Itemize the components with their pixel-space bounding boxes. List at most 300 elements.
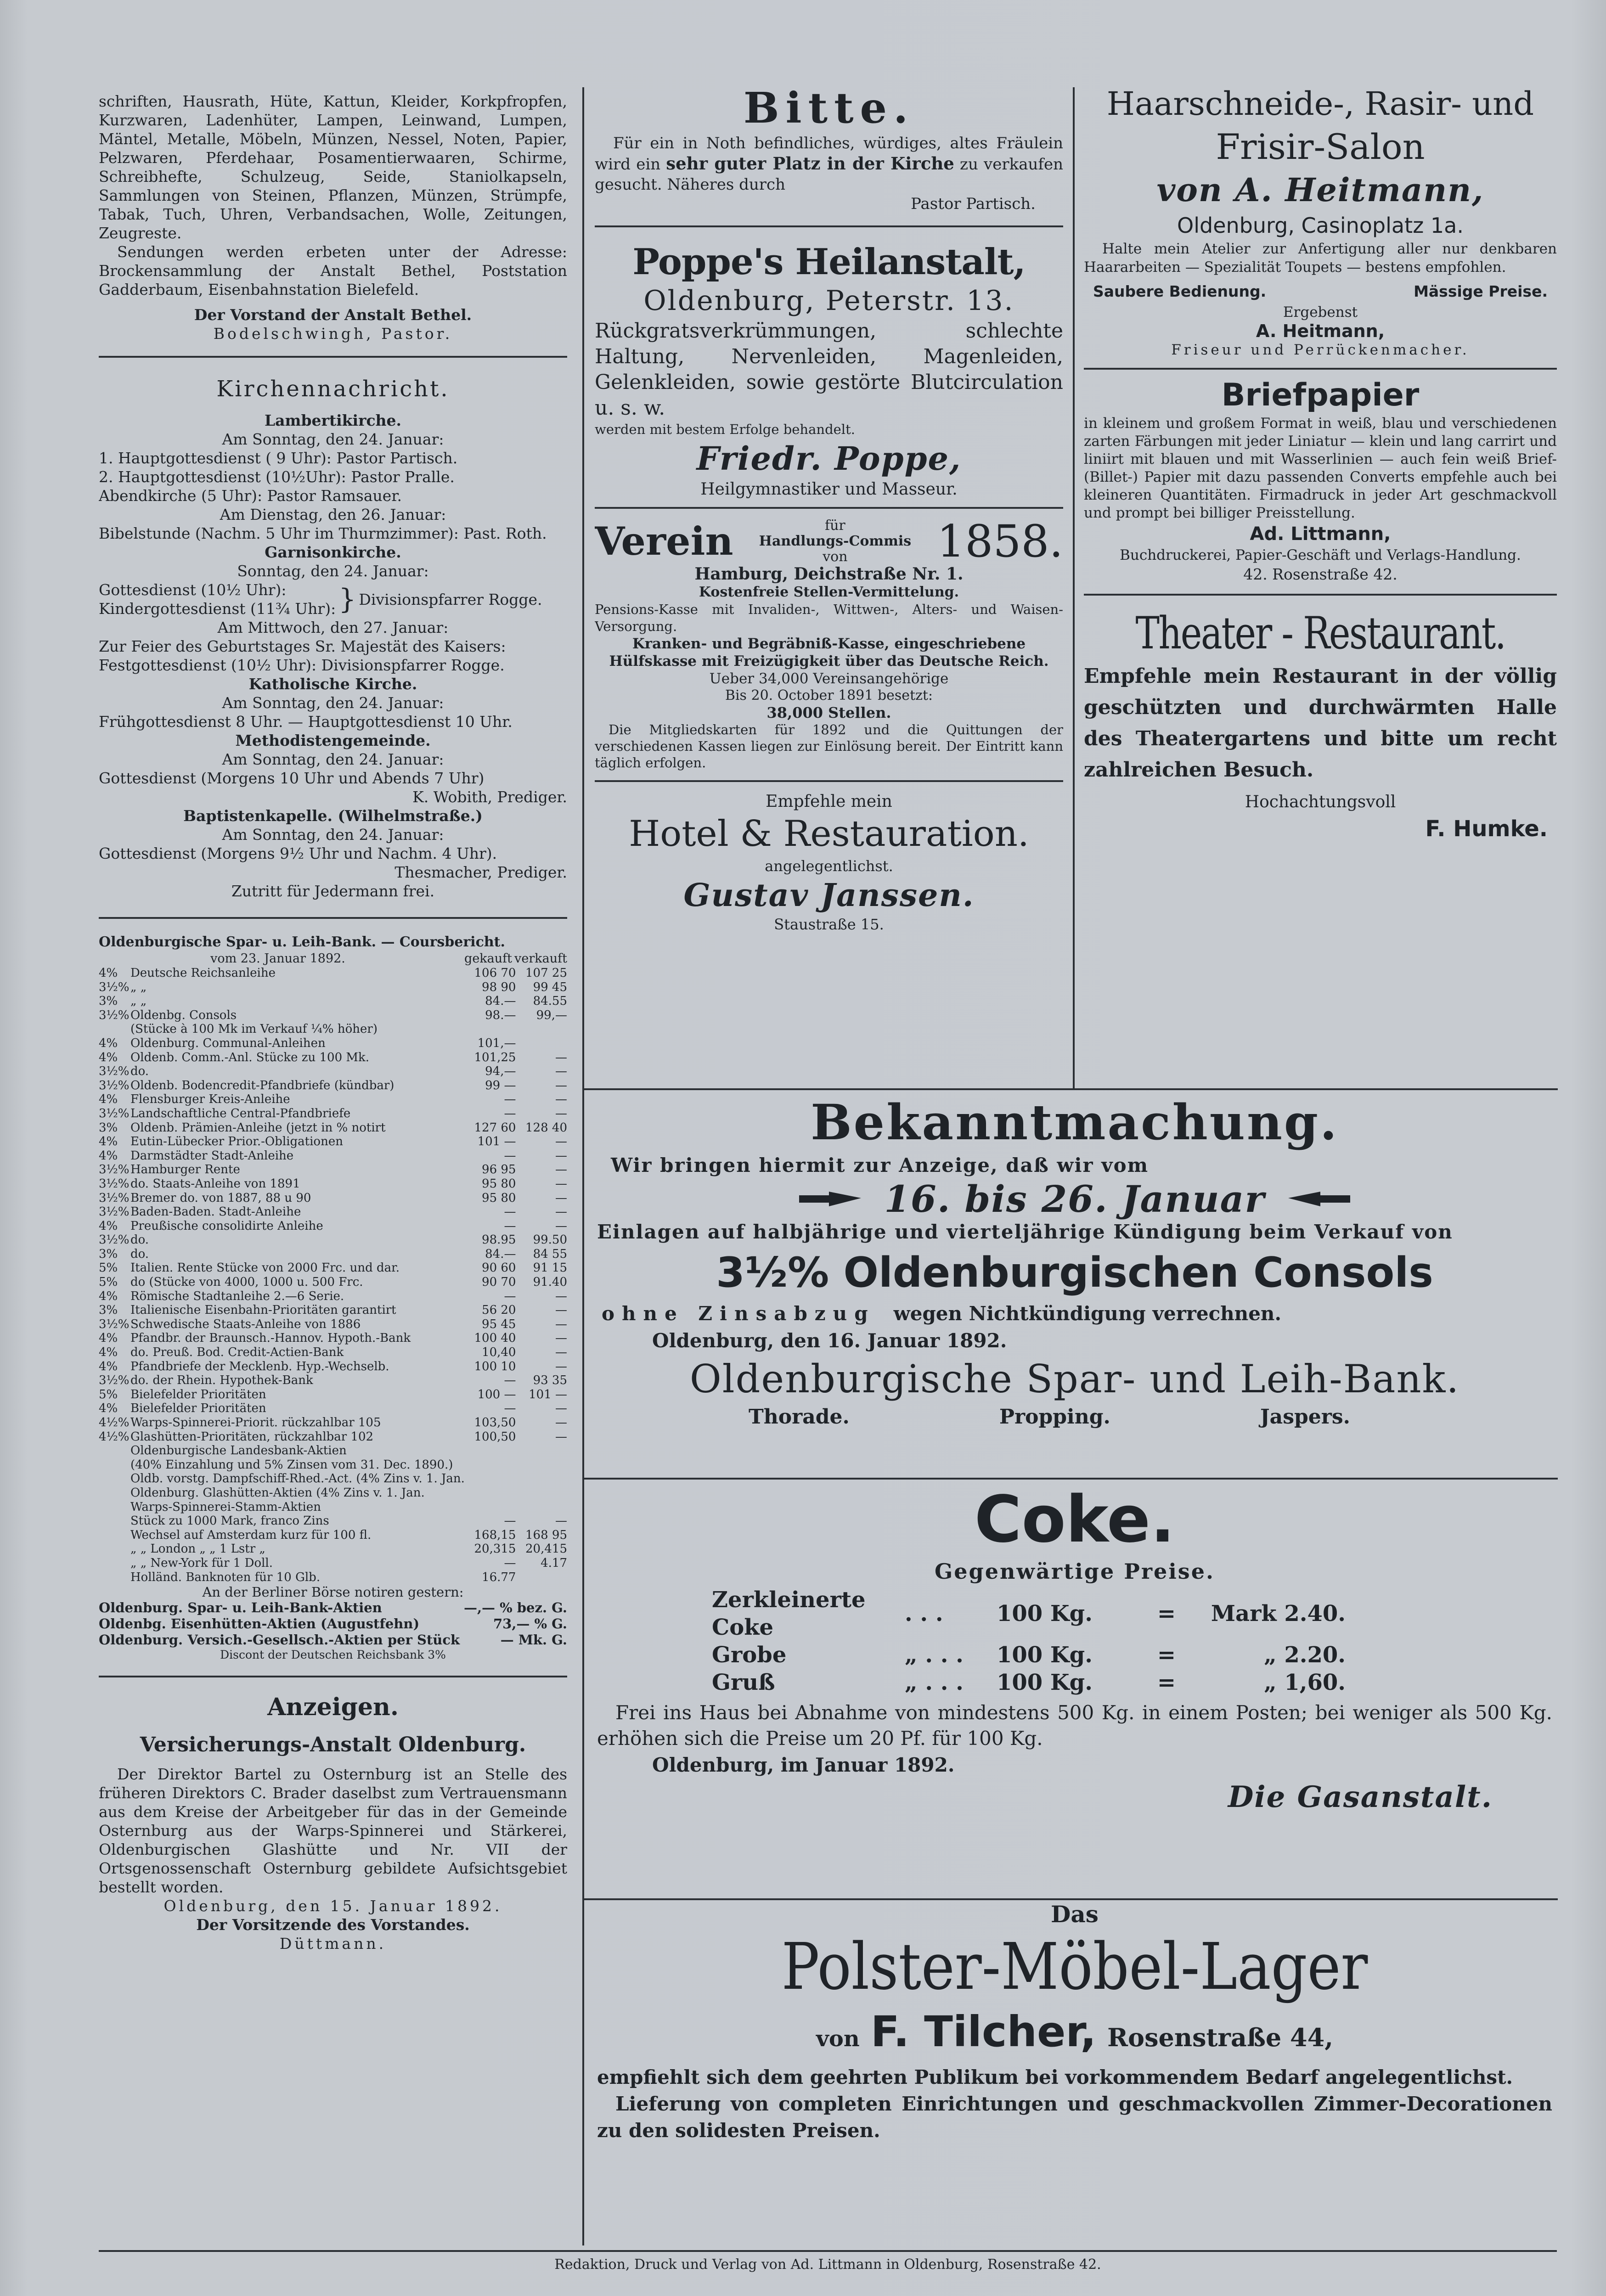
- imprint-footer: Redaktion, Druck und Verlag von Ad. Littmann in Oldenburg, Rosenstraße 42.: [554, 2257, 1101, 2273]
- coke-subtitle: Gegenwärtige Preise.: [935, 1559, 1215, 1584]
- kurs-sold: —: [555, 1359, 567, 1373]
- kurs-row: [99, 1247, 567, 1261]
- church-line: 2. Hauptgottesdienst (10½Uhr): Pastor Pralle.: [99, 468, 455, 486]
- bitte-signature: Pastor Partisch.: [911, 195, 1036, 213]
- divider: [1084, 594, 1557, 596]
- coke-price: „ 1,60.: [1264, 1670, 1346, 1695]
- kurs-bought: 98 90: [482, 980, 516, 994]
- kurs-bought: 100 —: [477, 1387, 516, 1401]
- kurs-bought: 84.—: [485, 994, 516, 1008]
- kurs-row: [99, 1205, 567, 1219]
- kurs-bought: —: [504, 1556, 516, 1570]
- kurs-name: Italien. Rente Stücke von 2000 Frc. und dar.: [130, 1261, 400, 1275]
- kurs-rate: 3½%: [99, 1191, 130, 1205]
- kurs-sold: —: [555, 1514, 567, 1528]
- kurs-name: Bielefelder Prioritäten: [130, 1401, 266, 1416]
- kurs-name: Preußische consolidirte Anleihe: [130, 1219, 323, 1233]
- kurs-col-sold: verkauft: [514, 951, 567, 966]
- kurs-name: Italienische Eisenbahn-Prioritäten garantirt: [130, 1303, 396, 1317]
- kurs-rate: 4%: [99, 1289, 118, 1303]
- berlin-label: Oldenbg. Eisenhütten-Aktien (Augustfehn): [99, 1616, 420, 1632]
- church-line: Thesmacher, Prediger.: [394, 863, 567, 881]
- church-line: Zur Feier des Geburtstages Sr. Majestät des Kaisers:: [99, 637, 506, 655]
- kurs-row: [99, 1500, 567, 1514]
- coke-title: Coke.: [974, 1483, 1175, 1557]
- salon-owner: von A. Heitmann,: [1156, 171, 1484, 209]
- brief-sig: Ad. Littmann,: [1250, 523, 1391, 545]
- kurs-rate: 4%: [99, 1135, 118, 1149]
- bitte-text: [595, 133, 1063, 195]
- kurs-bought: [465, 1486, 516, 1500]
- kurs-row: [99, 1191, 567, 1205]
- kurs-bought: 168,15: [474, 1528, 516, 1542]
- church-line: Am Sonntag, den 24. Januar:: [222, 694, 444, 712]
- salon-sig: A. Heitmann,: [1256, 321, 1385, 341]
- coke-block: [597, 1483, 1552, 1896]
- kurs-bought: 10,40: [482, 1345, 516, 1360]
- verein-address: Hamburg, Deichstraße Nr. 1.: [694, 564, 964, 584]
- bek-name-2: Propping.: [999, 1405, 1110, 1429]
- kurs-sold: —: [555, 1163, 567, 1177]
- hotel-name: Gustav Janssen.: [683, 877, 975, 914]
- kurs-sold: —: [555, 1176, 567, 1191]
- right-column: [1084, 83, 1557, 1093]
- kurs-bought: —: [504, 1205, 516, 1219]
- kurs-sold: —: [555, 1331, 567, 1345]
- kurs-name: Oldenburgische Landesbank-Aktien: [130, 1444, 347, 1458]
- kurs-name: do. Staats-Anleihe von 1891: [130, 1176, 300, 1191]
- kurs-name: (40% Einzahlung und 5% Zinsen vom 31. Dec. 1890.): [130, 1458, 453, 1472]
- kurs-sold: —: [555, 1303, 567, 1317]
- kurs-rate: [99, 1570, 130, 1585]
- kurs-bought: 90 70: [482, 1275, 516, 1289]
- bek-verrechnen: wegen Nichtkündigung verrechnen.: [893, 1302, 1282, 1325]
- theater-name: F. Humke.: [1425, 816, 1548, 842]
- coke-eq: =: [1157, 1670, 1176, 1695]
- verein-line: Pensions-Kasse mit Invaliden-, Wittwen-, Alters- und Waisen-Versorgung.: [595, 602, 1063, 634]
- kurs-name: Oldenb. Prämien-Anleihe (jetzt in % notirt: [130, 1120, 386, 1135]
- church-line: Frühgottesdienst 8 Uhr. — Hauptgottesdienst 10 Uhr.: [99, 713, 513, 731]
- bitte-text-2: zu verkaufen gesucht. Näheres durch: [595, 155, 1063, 194]
- kurs-bought: 95 80: [482, 1191, 516, 1205]
- intro-text-2: Sendungen werden erbeten unter der Adresse: Brockensammlung der Anstalt Bethel, Poststation Gadderbaum, Eisenbahnstation Bielefeld.: [99, 243, 567, 298]
- kurs-bought: 100,50: [474, 1429, 516, 1444]
- coke-row: [712, 1669, 1346, 1696]
- kurs-rate: 3½%: [99, 980, 130, 994]
- kurs-bought: 100 10: [474, 1359, 516, 1373]
- kurs-rate: [99, 1472, 130, 1486]
- kurs-sold: 91 15: [533, 1261, 567, 1275]
- kurs-name: Schwedische Staats-Anleihe von 1886: [130, 1317, 361, 1331]
- verein-header: [595, 518, 1063, 565]
- kurs-sold: [516, 1472, 567, 1486]
- divider: [1084, 368, 1557, 370]
- poppe-small: werden mit bestem Erfolge behandelt.: [595, 422, 855, 437]
- kurs-bought: 99 —: [485, 1078, 516, 1092]
- poppe-name: Friedr. Poppe,: [696, 439, 962, 478]
- kurs-name: „ „ New-York für 1 Doll.: [130, 1556, 273, 1570]
- kurs-row: [99, 1051, 567, 1065]
- kurs-sold: [516, 1444, 567, 1458]
- verein-line: Die Mitgliedskarten für 1892 und die Quittungen der verschiedenen Kassen liegen zur Einlösung bereit. Der Eintritt kann täglich erfolgen.: [595, 722, 1063, 771]
- kurs-sold: —: [555, 1205, 567, 1219]
- berlin-label: Oldenburg. Versich.-Gesellsch.-Aktien per Stück: [99, 1632, 460, 1648]
- verein-line: Kranken- und Begräbniß-Kasse, eingeschriebene Hülfskasse mit Freizügigkeit über das Deutsche Reich.: [609, 636, 1049, 670]
- kurs-name: Oldenb. Bodencredit-Pfandbriefe (kündbar): [130, 1078, 394, 1092]
- kurs-bought: [465, 1444, 516, 1458]
- bitte-title: Bitte.: [743, 83, 915, 133]
- kurs-row: [99, 1444, 567, 1458]
- coke-kind: Grobe: [712, 1642, 787, 1668]
- kurs-row: [99, 1303, 567, 1317]
- kurs-row: [99, 1430, 567, 1444]
- kurs-name: Pfandbr. der Braunsch.-Hannov. Hypoth.-Bank: [130, 1331, 411, 1345]
- kurs-row: [99, 1022, 567, 1036]
- kurs-name: do.: [130, 1064, 149, 1079]
- kurs-name: do. Preuß. Bod. Credit-Actien-Bank: [130, 1345, 344, 1360]
- kurs-row: [99, 1092, 567, 1107]
- kurs-name: Eutin-Lübecker Prior.-Obligationen: [130, 1135, 343, 1149]
- kurs-row: [99, 1121, 567, 1135]
- kurs-sold: —: [555, 1317, 567, 1331]
- salon-ergebenst: Ergebenst: [1283, 304, 1358, 321]
- kurs-sold: —: [555, 1135, 567, 1149]
- coke-qty: 100 Kg.: [997, 1670, 1093, 1695]
- polster-text-2: Lieferung von completen Einrichtungen und geschmackvollen Zimmer-Decorationen zu den solidesten Preisen.: [597, 2093, 1552, 2142]
- kurs-name: do (Stücke von 4000, 1000 u. 500 Frc.: [130, 1275, 363, 1289]
- kurs-rate: 3½%: [99, 1176, 130, 1191]
- hotel-title: Hotel & Restauration.: [629, 813, 1029, 855]
- theater-sig: Hochachtungsvoll: [1245, 793, 1396, 811]
- kurs-bought: —: [504, 1401, 516, 1416]
- hotel-post: angelegentlichst.: [765, 857, 893, 875]
- church-line: Am Sonntag, den 24. Januar:: [222, 750, 444, 768]
- kurs-sold: 20,415: [525, 1542, 567, 1556]
- bek-line: Einlagen auf halbjährige und vierteljährige Kündigung beim Verkauf von: [597, 1221, 1453, 1243]
- kurs-rate: 3½%: [99, 1317, 130, 1331]
- kurs-bought: 95 80: [482, 1176, 516, 1191]
- kurs-bought: 106 70: [474, 966, 516, 980]
- church-line: Am Sonntag, den 24. Januar:: [222, 430, 444, 448]
- salon-job: Friseur und Perrückenmacher.: [1171, 342, 1470, 358]
- kurs-sold: —: [555, 1429, 567, 1444]
- kurs-sold: 4.17: [541, 1556, 567, 1570]
- coke-kind: Gruß: [712, 1670, 775, 1695]
- kurs-rate: 3½%: [99, 1078, 130, 1092]
- kurs-name: Warps-Spinnerei-Priorit. rückzahlbar 105: [130, 1416, 381, 1429]
- kurs-rate: 3½%: [99, 1163, 130, 1177]
- kurs-name: Bremer do. von 1887, 88 u 90: [130, 1191, 311, 1205]
- salon-text: Halte mein Atelier zur Anfertigung aller nur denkbaren Haararbeiten — Spezialität Toupets — bestens empfohlen.: [1084, 241, 1557, 276]
- coke-dots: . . .: [905, 1601, 943, 1626]
- berlin-row: [99, 1616, 567, 1632]
- kurs-rate: [99, 1514, 130, 1528]
- kurs-bought: 101,—: [477, 1036, 516, 1050]
- kurs-row: [99, 1345, 567, 1360]
- kurs-date: vom 23. Januar 1892.: [210, 951, 345, 966]
- kurs-rate: [99, 1528, 130, 1542]
- coke-price: „ 2.20.: [1264, 1642, 1346, 1668]
- kurs-rate: 5%: [99, 1261, 118, 1275]
- bek-name-3: Jaspers.: [1260, 1405, 1350, 1429]
- kurs-row: [99, 966, 567, 980]
- kurs-sold: [516, 1036, 567, 1051]
- anzeigen-title: Anzeigen.: [267, 1693, 399, 1722]
- kurs-bought: 95 45: [482, 1317, 516, 1331]
- kurs-name: Oldenburg. Communal-Anleihen: [130, 1036, 326, 1050]
- coke-price-table: [712, 1586, 1346, 1696]
- kurs-row: [99, 1275, 567, 1289]
- kurs-subheader: [99, 951, 567, 966]
- vers-text: Der Direktor Bartel zu Osternburg ist an Stelle des früheren Direktors C. Brader daselbst zum Vertrauensmann aus dem Kreise der Arbeitgeber für das in der Gemeinde Osternburg aus der Warps-Spinnerei und Stärkerei, Oldenburgischen Glashütte und Nr. VII der Ortsgenossenschaft Osternburg gebildete Aufsichtsgebiet bestellt worden.: [99, 1765, 567, 1896]
- bek-date-row: [597, 1179, 1552, 1219]
- bitte-text-1: Für ein in Noth befindliches, würdiges, altes Fräulein wird ein: [595, 134, 1063, 174]
- kurs-name: „ „: [130, 994, 147, 1008]
- kurs-name: Glashütten-Prioritäten, rückzahlbar 102: [130, 1429, 374, 1444]
- bapt-heading: Baptistenkapelle. (Wilhelmstraße.): [183, 807, 483, 825]
- kurs-bought: 101 —: [477, 1135, 516, 1149]
- berlin-value: — Mk. G.: [500, 1632, 567, 1648]
- kurs-rate: [99, 1486, 130, 1500]
- kurs-row: [99, 1219, 567, 1233]
- board-signature: Der Vorstand der Anstalt Bethel.: [194, 306, 472, 324]
- kurs-sold: 84.55: [533, 994, 567, 1008]
- brief-firm: Buchdruckerei, Papier-Geschäft und Verlags-Handlung.: [1120, 547, 1521, 563]
- kurs-row: [99, 1416, 567, 1430]
- kurs-row: [99, 994, 567, 1008]
- poppe-text: Rückgratsverkrümmungen, schlechte Haltung, Nervenleiden, Magenleiden, Gelenkleiden, sowie gestörte Blutcirculation u. s. w.: [595, 319, 1063, 420]
- kurs-bought: 98.—: [485, 1008, 516, 1022]
- kurs-row: [99, 1556, 567, 1570]
- kurs-title: Oldenburgische Spar- u. Leih-Bank. — Coursbericht.: [99, 934, 505, 950]
- kurs-rate: [99, 1022, 130, 1036]
- kurs-name: Stück zu 1000 Mark, franco Zins: [130, 1514, 329, 1528]
- theater-text: Empfehle mein Restaurant in der völlig geschützten und durchwärmten Halle des Theatergartens und bitte um recht zahlreichen Besuch.: [1084, 664, 1557, 782]
- kurs-row: [99, 1036, 567, 1051]
- kurs-bought: 20,315: [474, 1542, 516, 1556]
- kurs-bought: 94,—: [485, 1064, 516, 1079]
- kurs-bought: 127 60: [474, 1120, 516, 1135]
- polster-text-1: empfiehlt sich dem geehrten Publikum bei vorkommendem Bedarf angelegentlichst.: [597, 2066, 1513, 2088]
- divider: [99, 1676, 567, 1677]
- kurs-row: [99, 1149, 567, 1163]
- kurs-col-bought: gekauft: [464, 951, 512, 966]
- salon-title-1: Haarschneide-, Rasir- und: [1106, 85, 1534, 123]
- kurs-rate: 3%: [99, 994, 118, 1008]
- column-rule-right: [1073, 87, 1075, 1088]
- column-rule-left: [582, 87, 584, 2245]
- kurs-sold: —: [555, 1050, 567, 1064]
- salon-service: [1084, 276, 1557, 303]
- kurs-name: Darmstädter Stadt-Anleihe: [130, 1148, 294, 1163]
- kurs-rate: 4%: [99, 1219, 118, 1233]
- kurs-sold: 99.50: [533, 1233, 567, 1247]
- kurs-rate: 4%: [99, 1148, 118, 1163]
- kurs-rate: 3½%: [99, 1008, 130, 1022]
- kurs-rate: 4½%: [99, 1429, 130, 1444]
- left-column: [99, 92, 567, 2241]
- vers-name: Düttmann.: [279, 1935, 387, 1953]
- kurs-sold: 99,—: [536, 1008, 567, 1022]
- bek-date-2: Oldenburg, den 16. Januar 1892.: [652, 1329, 1007, 1352]
- kurs-sold: —: [555, 1345, 567, 1360]
- church-line: Festgottesdienst (10½ Uhr): Divisionspfarrer Rogge.: [99, 656, 505, 674]
- church-line: Kindergottesdienst (11¾ Uhr):: [99, 600, 336, 618]
- kurs-rate: 3%: [99, 1303, 118, 1317]
- kurs-sold: —: [555, 1078, 567, 1092]
- garnison-block: [99, 580, 567, 618]
- kurs-row: [99, 1331, 567, 1345]
- kurs-rate: 4%: [99, 1345, 118, 1360]
- pointing-hand-right-icon: [797, 1185, 866, 1213]
- bek-date: 16. bis 26. Januar: [884, 1177, 1265, 1221]
- kurs-rate: 4%: [99, 966, 118, 980]
- kurs-sold: —: [555, 1289, 567, 1303]
- coke-signature: Die Gasanstalt.: [1228, 1780, 1493, 1814]
- kurs-bought: [465, 1500, 516, 1514]
- kurs-rate: 5%: [99, 1387, 118, 1401]
- kurs-name: Warps-Spinnerei-Stamm-Aktien: [130, 1500, 321, 1514]
- kurs-name: Pfandbriefe der Mecklenb. Hyp.-Wechselb.: [130, 1359, 389, 1373]
- bekanntmachung-block: [597, 1093, 1552, 1469]
- kurs-name: Oldenb. Comm.-Anl. Stücke zu 100 Mk.: [130, 1050, 370, 1064]
- hotel-address: Staustraße 15.: [774, 916, 884, 933]
- verein-line: Bis 20. October 1891 besetzt:: [725, 687, 933, 703]
- kurs-name: Baden-Baden. Stadt-Anleihe: [130, 1205, 301, 1219]
- kurs-row: [99, 1261, 567, 1275]
- kurs-name: „ „ London „ „ 1 Lstr „: [130, 1542, 265, 1556]
- bek-consols: 3½% Oldenburgischen Consols: [716, 1249, 1433, 1297]
- church-line: Sonntag, den 24. Januar:: [237, 562, 429, 580]
- polster-owner: [597, 2007, 1552, 2064]
- kurs-rate: 5%: [99, 1275, 118, 1289]
- kurs-name: Oldb. vorstg. Dampfschiff-Rhed.-Act. (4% Zins v. 1. Jan.: [130, 1472, 465, 1486]
- church-line: Bibelstunde (Nachm. 5 Uhr im Thurmzimmer): Past. Roth.: [99, 524, 547, 542]
- kurs-name: Hamburger Rente: [130, 1163, 240, 1177]
- kurs-sold: [516, 1022, 567, 1036]
- kurs-sold: 93 35: [533, 1373, 567, 1388]
- discont-line: Discont der Deutschen Reichsbank 3%: [220, 1648, 446, 1662]
- coke-qty: 100 Kg.: [997, 1601, 1093, 1626]
- church-title: Kirchennachricht.: [216, 376, 450, 402]
- kurs-row: [99, 1514, 567, 1528]
- kurs-name: Wechsel auf Amsterdam kurz für 100 fl.: [130, 1528, 372, 1542]
- brief-text: in kleinem und großem Format in weiß, blau und verschiedenen zarten Färbungen mit jeder Liniatur — klein und lang carrirt und liniirt mit blauen und mit Wasserlinien — auch fein weiß Brief- (Billet-) Papier mit dazu passenden Converts empfehle auch bei kleineren Quantitäten. Firmadruck in jeder Art geschmackvoll und prompt bei billiger Preisstellung.: [1084, 415, 1557, 521]
- kurs-sold: —: [555, 1148, 567, 1163]
- kurs-sold: —: [555, 1219, 567, 1233]
- verein-line: Ueber 34,000 Vereinsangehörige: [709, 670, 949, 687]
- kurs-bought: 103,50: [474, 1416, 516, 1429]
- kath-heading: Katholische Kirche.: [248, 675, 417, 693]
- church-line: Am Sonntag, den 24. Januar:: [222, 826, 444, 844]
- divider: [99, 917, 567, 919]
- kurs-name: Bielefelder Prioritäten: [130, 1387, 266, 1401]
- bitte-bold: sehr guter Platz in der Kirche: [666, 153, 954, 174]
- kurs-bought: [465, 1022, 516, 1036]
- kurs-row: [99, 1360, 567, 1374]
- coke-text: Frei ins Haus bei Abnahme von mindestens 500 Kg. in einem Posten; bei weniger als 500 Kg. erhöhen sich die Preise um 20 Pf. für 100 Kg.: [597, 1701, 1552, 1750]
- coke-eq: =: [1157, 1601, 1176, 1626]
- board-name: Bodelschwingh, Pastor.: [213, 325, 453, 343]
- coke-dots: „ . . .: [905, 1670, 964, 1695]
- bek-line: Wir bringen hiermit zur Anzeige, daß wir vom: [611, 1154, 1149, 1176]
- kurs-name: Römische Stadtanleihe 2.—6 Serie.: [130, 1289, 344, 1303]
- kurs-sold: —: [555, 1191, 567, 1205]
- coke-price: Mark 2.40.: [1211, 1601, 1346, 1626]
- kurs-rate: 3%: [99, 1247, 118, 1261]
- polster-von: von: [816, 2026, 860, 2052]
- coke-date: Oldenburg, im Januar 1892.: [652, 1754, 955, 1776]
- coke-qty: 100 Kg.: [997, 1642, 1093, 1668]
- poppe-address: Oldenburg, Peterstr. 13.: [643, 285, 1014, 317]
- garnison-heading: Garnisonkirche.: [265, 543, 401, 561]
- berlin-label: Oldenburg. Spar- u. Leih-Bank-Aktien: [99, 1600, 382, 1616]
- church-line: Gottesdienst (Morgens 10 Uhr und Abends 7 Uhr): [99, 769, 485, 787]
- verein-von: von: [823, 549, 848, 565]
- kurs-row: [99, 1064, 567, 1079]
- kurs-rate: 3½%: [99, 1373, 130, 1388]
- kurs-bought: 101,25: [474, 1050, 516, 1064]
- section-rule: [584, 1478, 1558, 1480]
- kurs-sold: [516, 1570, 567, 1585]
- brief-title: Briefpapier: [1221, 377, 1420, 413]
- kurs-bought: 96 95: [482, 1163, 516, 1177]
- salon-address: Oldenburg, Casinoplatz 1a.: [1177, 213, 1464, 238]
- coke-row: [712, 1586, 1346, 1641]
- divider: [595, 507, 1063, 509]
- kurs-table: [99, 966, 567, 1584]
- kurs-bought: —: [504, 1106, 516, 1120]
- kurs-row: [99, 1373, 567, 1388]
- vers-signature: Der Vorsitzende des Vorstandes.: [196, 1916, 470, 1934]
- kurs-rate: 3½%: [99, 1233, 130, 1247]
- church-line: Divisionspfarrer Rogge.: [359, 590, 542, 608]
- salon-service-right: Mässige Preise.: [1414, 282, 1548, 300]
- church-line: Am Mittwoch, den 27. Januar:: [217, 619, 449, 636]
- berlin-heading: An der Berliner Börse notiren gestern:: [202, 1584, 464, 1600]
- polster-name: F. Tilcher,: [870, 2007, 1097, 2056]
- verein-middle: [759, 518, 912, 565]
- kurs-name: Deutsche Reichsanleihe: [130, 966, 276, 980]
- coke-dots: „ . . .: [905, 1642, 964, 1668]
- kurs-sold: 99 45: [533, 980, 567, 994]
- kurs-sold: [516, 1458, 567, 1472]
- kurs-row: [99, 1289, 567, 1304]
- kurs-sold: 101 —: [529, 1387, 567, 1401]
- vers-title: Versicherungs-Anstalt Oldenburg.: [140, 1733, 526, 1757]
- kurs-rate: 3½%: [99, 1064, 130, 1079]
- divider: [99, 356, 567, 358]
- kurs-rate: 3½%: [99, 1205, 130, 1219]
- coke-row: [712, 1641, 1346, 1669]
- kurs-row: [99, 1233, 567, 1247]
- kurs-name: do.: [130, 1247, 149, 1261]
- berlin-row: [99, 1600, 567, 1616]
- bek-title: Bekanntmachung.: [811, 1093, 1339, 1151]
- kurs-bought: 90 60: [482, 1261, 516, 1275]
- divider: [595, 225, 1063, 227]
- kurs-sold: 84 55: [533, 1247, 567, 1261]
- kurs-name: do. der Rhein. Hypothek-Bank: [130, 1373, 313, 1388]
- polster-address: Rosenstraße 44,: [1107, 2023, 1333, 2052]
- kurs-row: [99, 1401, 567, 1416]
- kurs-rate: 3%: [99, 1120, 118, 1135]
- kurs-sold: —: [555, 1106, 567, 1120]
- pointing-hand-left-icon: [1284, 1185, 1352, 1213]
- kurs-row: [99, 1177, 567, 1191]
- kurs-bought: —: [504, 1373, 516, 1388]
- kurs-row: [99, 980, 567, 995]
